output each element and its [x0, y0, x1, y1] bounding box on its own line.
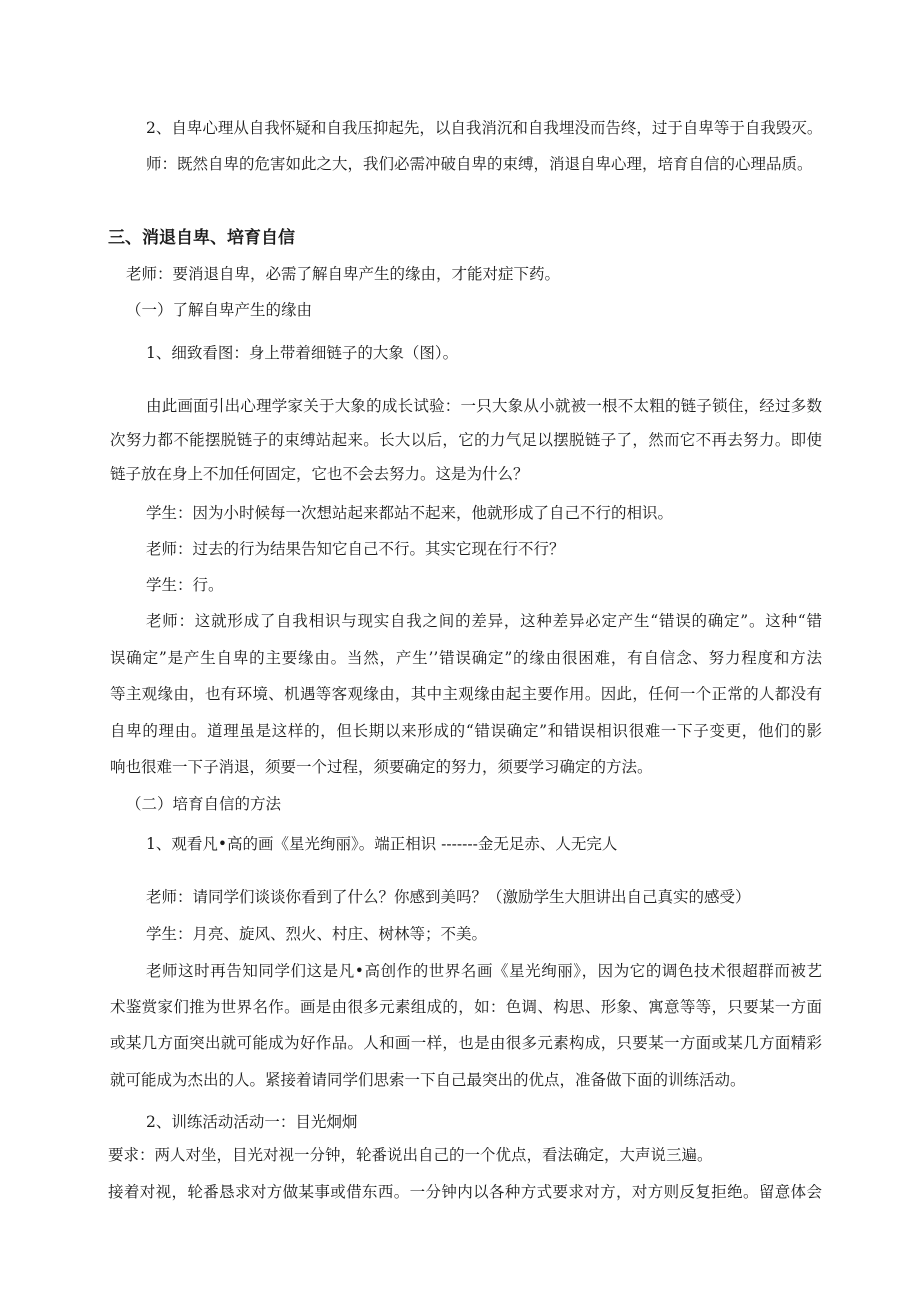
paragraph-line: 学生：月亮、旋风、烈火、村庄、树林等；不美。: [146, 925, 488, 943]
paragraph-line: 2、自卑心理从自我怀疑和自我压抑起先，以自我消沉和自我埋没而告终，过于自卑等于自我毁灭。: [146, 119, 823, 137]
paragraph-line: 次努力都不能摆脱链子的束缚站起来。长大以后，它的力气足以摆脱链子了，然而它不再去努力。即使: [110, 431, 822, 449]
paragraph-line: 由此画面引出心理学家关于大象的成长试验：一只大象从小就被一根不太粗的链子锁住，经过多数: [146, 397, 822, 415]
paragraph-line: 老师：要消退自卑，必需了解自卑产生的缘由，才能对症下药。: [126, 265, 561, 283]
paragraph-line: 2、训练活动活动一：目光炯炯: [146, 1113, 358, 1131]
paragraph-line: 或某几方面突出就可能成为好作品。人和画一样，也是由很多元素构成，只要某一方面或某几方面精彩: [110, 1034, 822, 1052]
paragraph-line: 响也很难一下子消退，须要一个过程，须要确定的努力，须要学习确定的方法。: [110, 758, 653, 776]
subsection-heading: （二）培育自信的方法: [126, 795, 282, 813]
paragraph-line: 自卑的理由。道理虽是这样的，但长期以来形成的“错误确定”和错误相识很难一下子变更，他们的影: [110, 722, 822, 740]
paragraph-line: 老师这时再告知同学们这是凡•高创作的世界名画《星光绚丽》，因为它的调色技术很超群而被艺: [146, 962, 822, 980]
paragraph-line: 术鉴赏家们推为世界名作。画是由很多元素组成的，如：色调、构思、形象、寓意等等，只要某一方面: [110, 998, 822, 1016]
paragraph-line: 就可能成为杰出的人。紧接着请同学们思索一下自己最突出的优点，准备做下面的训练活动。: [110, 1071, 746, 1089]
paragraph-line: 链子放在身上不加任何固定，它也不会去努力。这是为什么？: [110, 465, 529, 483]
section-heading: 三、消退自卑、培育自信: [108, 228, 295, 248]
paragraph-line: 等主观缘由，也有环境、机遇等客观缘由，其中主观缘由起主要作用。因此，任何一个正常的人都没有: [110, 685, 822, 703]
paragraph-line: 1、细致看图：身上带着细链子的大象（图）。: [146, 344, 459, 362]
paragraph-line: 老师：这就形成了自我相识与现实自我之间的差异，这种差异必定产生“错误的确定”。这种“错: [146, 612, 822, 630]
paragraph-line: 老师：请同学们谈谈你看到了什么？你感到美吗？（激励学生大胆讲出自己真实的感受）: [146, 888, 751, 906]
paragraph-line: 1、观看凡•高的画《星光绚丽》。端正相识 -------金无足赤、人无完人: [146, 835, 618, 853]
paragraph-line: 老师：过去的行为结果告知它自己不行。其实它现在行不行？: [146, 540, 565, 558]
paragraph-line: 学生：因为小时候每一次想站起来都站不起来，他就形成了自己不行的相识。: [146, 504, 674, 522]
paragraph-line: 误确定”是产生自卑的主要缘由。当然，产生’’错误确定”的缘由很困难，有自信念、努力程度和方法: [110, 649, 822, 667]
paragraph-line: 师：既然自卑的危害如此之大，我们必需冲破自卑的束缚，消退自卑心理，培育自信的心理品质。: [146, 155, 813, 173]
subsection-heading: （一）了解自卑产生的缘由: [126, 301, 313, 319]
paragraph-line: 学生：行。: [146, 576, 224, 594]
paragraph-line: 要求：两人对坐，目光对视一分钟，轮番说出自己的一个优点，看法确定，大声说三遍。: [108, 1146, 713, 1164]
paragraph-line: 接着对视，轮番恳求对方做某事或借东西。一分钟内以各种方式要求对方，对方则反复拒绝。留意体会: [108, 1183, 822, 1201]
